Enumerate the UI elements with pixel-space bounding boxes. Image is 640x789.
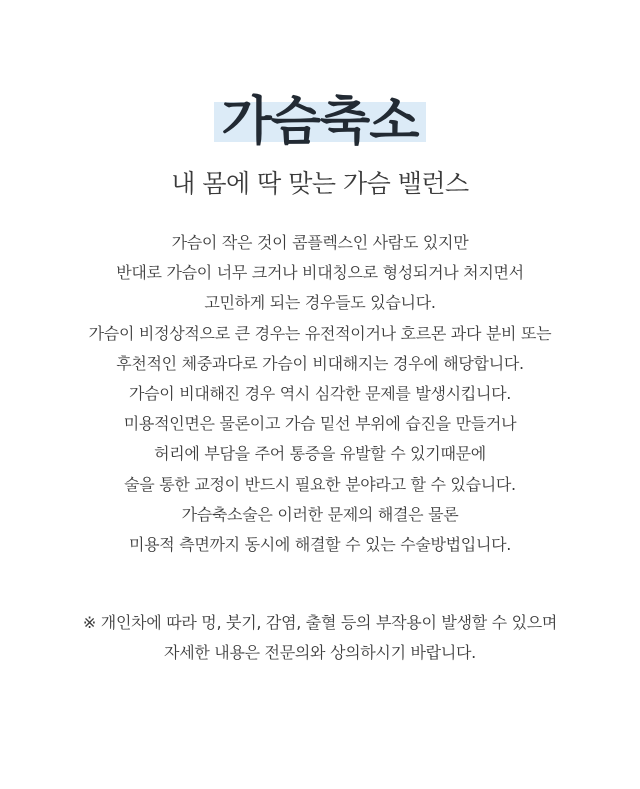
description-line: 반대로 가슴이 너무 크거나 비대칭으로 형성되거나 처지면서 bbox=[116, 263, 524, 283]
description-line: 고민하게 되는 경우들도 있습니다. bbox=[204, 293, 436, 313]
notice-line: ※ 개인차에 따라 멍, 붓기, 감염, 출혈 등의 부작용이 발생할 수 있으며 bbox=[82, 613, 558, 632]
description-paragraph bbox=[0, 228, 640, 560]
description-line: 미용적인면은 물론이고 가슴 밑선 부위에 습진을 만들거나 bbox=[123, 414, 517, 434]
title-section bbox=[0, 92, 640, 152]
page-title bbox=[216, 92, 425, 152]
page-subtitle: 내 몸에 딱 맞는 가슴 밸런스 bbox=[171, 169, 469, 198]
description-line: 가슴축소술은 이러한 문제의 해결은 물론 bbox=[181, 504, 459, 524]
description-line: 후천적인 체중과다로 가슴이 비대해지는 경우에 해당합니다. bbox=[116, 353, 524, 373]
description-line: 허리에 부담을 주어 통증을 유발할 수 있기때문에 bbox=[154, 444, 486, 464]
description-line: 가슴이 비정상적으로 큰 경우는 유전적이거나 호르몬 과다 분비 또는 bbox=[88, 323, 552, 343]
description-line: 가슴이 작은 것이 콤플렉스인 사람도 있지만 bbox=[171, 233, 469, 252]
description-line: 가슴이 비대해진 경우 역시 심각한 문제를 발생시킵니다. bbox=[128, 384, 512, 404]
description-line: 미용적 측면까지 동시에 해결할 수 있는 수술방법입니다. bbox=[128, 535, 512, 555]
side-effect-notice bbox=[0, 608, 640, 668]
description-line: 술을 통한 교정이 반드시 필요한 분야라고 할 수 있습니다. bbox=[124, 474, 516, 494]
notice-line: 자세한 내용은 전문의와 상의하시기 바랍니다. bbox=[164, 643, 476, 662]
page-title-text: 가슴축소 bbox=[221, 92, 419, 152]
